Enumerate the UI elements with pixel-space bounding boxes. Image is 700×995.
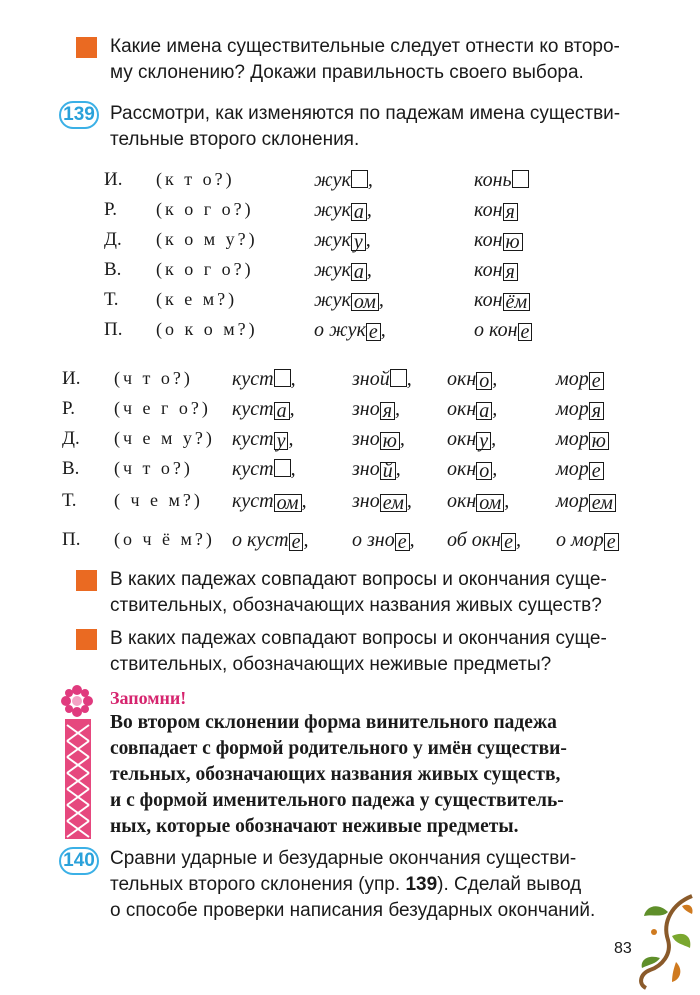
ending-box: й xyxy=(380,462,396,480)
comma: , xyxy=(301,490,307,512)
exercise-140-line-2 xyxy=(110,872,595,898)
ending-box: е xyxy=(501,533,516,551)
ending-box xyxy=(512,170,529,188)
rule-line: Во втором склонении форма винительного падежа xyxy=(110,712,557,733)
case-label: Р. xyxy=(62,398,75,419)
comma: , xyxy=(491,428,497,450)
word-stem: жук xyxy=(314,229,351,251)
ending-box: у xyxy=(274,432,289,450)
ending-box: о xyxy=(476,372,492,390)
word-stem: мор xyxy=(556,398,589,420)
comma: , xyxy=(367,169,373,191)
ending-box: ом xyxy=(476,494,504,512)
ending-box: е xyxy=(395,533,410,551)
case-question: (ч е г о?) xyxy=(114,398,211,418)
case-label: В. xyxy=(104,259,122,280)
ending-box: я xyxy=(503,263,518,281)
word-stem: мор xyxy=(556,368,589,390)
word-inanimate-2 xyxy=(352,458,401,481)
task-marker-icon xyxy=(76,37,97,58)
ending-box: е xyxy=(589,462,604,480)
rule-line: тельных, обозначающих названия живых существ, xyxy=(110,764,561,785)
ending-box xyxy=(274,459,291,477)
word-stem: окн xyxy=(447,490,477,512)
ending-box xyxy=(274,369,291,387)
word-inanimate-3 xyxy=(447,529,521,552)
word-stem: жук xyxy=(314,199,351,221)
case-label: Т. xyxy=(104,289,119,310)
exercise-140-line-1: Сравни ударные и безударные окончания существи- xyxy=(110,848,577,869)
word-stem: конь xyxy=(474,169,512,191)
case-label: И. xyxy=(104,169,123,190)
comma: , xyxy=(395,398,401,420)
word-animate-1 xyxy=(314,289,384,312)
word-stem: куст xyxy=(232,398,274,420)
comma: , xyxy=(290,458,296,480)
question-2-line-2: ствительных, обозначающих названия живых существ? xyxy=(110,595,602,616)
ending-box: у xyxy=(476,432,491,450)
word-animate-1 xyxy=(314,169,373,192)
word-inanimate-4 xyxy=(556,529,619,552)
comma: , xyxy=(290,368,296,390)
exercise-139-line-2: тельные второго склонения. xyxy=(110,129,360,150)
word-stem: окн xyxy=(447,368,477,390)
case-question: (ч е м у?) xyxy=(114,428,215,448)
word-inanimate-4 xyxy=(556,428,609,451)
ending-box: ю xyxy=(589,432,609,450)
comma: , xyxy=(366,199,372,221)
ending-box: а xyxy=(274,402,290,420)
rule-line: и с формой именительного падежа у существитель- xyxy=(110,790,564,811)
case-question: (к о г о?) xyxy=(156,259,254,279)
word-stem: кон xyxy=(474,259,503,281)
word-stem: куст xyxy=(232,428,274,450)
word-inanimate-2 xyxy=(352,368,412,391)
ending-box: ем xyxy=(589,494,616,512)
word-inanimate-1 xyxy=(232,529,308,552)
ending-box: я xyxy=(380,402,395,420)
case-label: И. xyxy=(62,368,81,389)
word-inanimate-1 xyxy=(232,490,307,513)
exercise-139-line-1: Рассмотри, как изменяются по падежам имена существи- xyxy=(110,103,621,124)
comma: , xyxy=(406,368,412,390)
word-animate-2 xyxy=(474,319,532,342)
comma: , xyxy=(409,529,415,551)
word-animate-2 xyxy=(474,259,518,282)
ending-box: у xyxy=(351,233,366,251)
question-2 xyxy=(110,567,607,619)
case-question: (о ч ё м?) xyxy=(114,529,215,549)
word-stem: зно xyxy=(352,398,380,420)
question-3 xyxy=(110,626,607,678)
exercise-140-line-3: о способе проверки написания безударных окончаний. xyxy=(110,900,596,921)
word-animate-2 xyxy=(474,199,518,222)
exercise-number-badge: 139 xyxy=(59,101,99,129)
rule-line: совпадает с формой родительного у имён существи- xyxy=(110,738,567,759)
comma: , xyxy=(378,289,384,311)
word-inanimate-3 xyxy=(447,458,497,481)
word-stem: о куст xyxy=(232,529,289,551)
comma: , xyxy=(303,529,309,551)
word-inanimate-4 xyxy=(556,458,604,481)
case-label: Т. xyxy=(62,490,77,511)
comma: , xyxy=(399,428,405,450)
rule-text xyxy=(110,710,567,840)
ornament-icon xyxy=(58,683,104,843)
question-1 xyxy=(110,34,620,86)
word-stem: кон xyxy=(474,229,503,251)
ending-box: ом xyxy=(274,494,302,512)
comma: , xyxy=(406,490,412,512)
ending-box: е xyxy=(289,533,304,551)
word-inanimate-1 xyxy=(232,398,295,421)
case-question: (о к о м?) xyxy=(156,319,258,339)
word-animate-1 xyxy=(314,319,386,342)
case-question: (к т о?) xyxy=(156,169,235,189)
word-animate-1 xyxy=(314,199,372,222)
ending-box: я xyxy=(503,203,518,221)
question-3-line-2: ствительных, обозначающих неживые предметы? xyxy=(110,654,552,675)
word-stem: кон xyxy=(474,289,503,311)
word-stem: мор xyxy=(556,428,589,450)
word-stem: куст xyxy=(232,458,274,480)
word-inanimate-1 xyxy=(232,428,293,451)
word-animate-2 xyxy=(474,289,530,312)
word-stem: зно xyxy=(352,490,380,512)
case-label: Д. xyxy=(104,229,122,250)
word-inanimate-1 xyxy=(232,368,296,391)
ending-box: о xyxy=(476,462,492,480)
comma: , xyxy=(492,398,498,420)
word-stem: о кон xyxy=(474,319,518,341)
comma: , xyxy=(492,458,498,480)
word-animate-2 xyxy=(474,169,529,192)
case-label: П. xyxy=(62,529,81,550)
exercise-reference: 139 xyxy=(405,874,438,895)
word-stem: об окн xyxy=(447,529,502,551)
word-stem: мор xyxy=(556,490,589,512)
word-stem: окн xyxy=(447,458,477,480)
word-animate-1 xyxy=(314,259,372,282)
ending-box: ю xyxy=(503,233,523,251)
word-stem: кон xyxy=(474,199,503,221)
comma: , xyxy=(366,259,372,281)
exercise-140-line-2-a: тельных второго склонения (упр. xyxy=(110,874,406,895)
exercise-140-line-2-b: ). Сделай вывод xyxy=(437,874,582,895)
ending-box: ем xyxy=(380,494,407,512)
ending-box: ом xyxy=(351,293,379,311)
comma: , xyxy=(288,428,294,450)
word-inanimate-2 xyxy=(352,428,405,451)
ending-box: а xyxy=(476,402,492,420)
word-stem: зно xyxy=(352,428,380,450)
word-stem: жук xyxy=(314,289,351,311)
case-label: Р. xyxy=(104,199,117,220)
word-stem: о зно xyxy=(352,529,395,551)
exercise-140-text xyxy=(110,846,595,924)
word-stem: куст xyxy=(232,368,274,390)
word-stem: окн xyxy=(447,398,477,420)
word-stem: жук xyxy=(314,259,351,281)
ending-box: я xyxy=(589,402,604,420)
case-label: В. xyxy=(62,458,80,479)
word-stem: мор xyxy=(556,458,589,480)
exercise-number-badge: 140 xyxy=(59,847,99,875)
word-stem: зной xyxy=(352,368,390,390)
corner-ornament-icon xyxy=(632,892,698,992)
case-question: (к о м у?) xyxy=(156,229,258,249)
word-inanimate-4 xyxy=(556,398,604,421)
rule-line: ных, которые обозначают неживые предметы. xyxy=(110,816,519,837)
case-question: (к е м?) xyxy=(156,289,238,309)
word-inanimate-3 xyxy=(447,490,509,513)
question-2-line-1: В каких падежах совпадают вопросы и окончания суще- xyxy=(110,569,607,590)
ending-box: а xyxy=(351,263,367,281)
comma: , xyxy=(395,458,401,480)
ending-box: е xyxy=(366,323,381,341)
word-stem: о мор xyxy=(556,529,604,551)
word-inanimate-2 xyxy=(352,398,400,421)
ending-box: ём xyxy=(503,293,531,311)
word-stem: зно xyxy=(352,458,380,480)
case-question: (ч т о?) xyxy=(114,458,193,478)
case-question: (ч т о?) xyxy=(114,368,193,388)
word-inanimate-3 xyxy=(447,398,497,421)
word-inanimate-1 xyxy=(232,458,296,481)
rule-title: Запомни! xyxy=(110,688,187,708)
ending-box: е xyxy=(604,533,619,551)
word-stem: куст xyxy=(232,490,274,512)
ending-box: а xyxy=(351,203,367,221)
ending-box xyxy=(390,369,407,387)
word-inanimate-4 xyxy=(556,490,616,513)
case-question: ( ч е м?) xyxy=(114,490,203,510)
word-stem: о жук xyxy=(314,319,366,341)
word-animate-1 xyxy=(314,229,371,252)
comma: , xyxy=(289,398,295,420)
task-marker-icon xyxy=(76,570,97,591)
page-number: 83 xyxy=(614,940,632,957)
question-3-line-1: В каких падежах совпадают вопросы и окончания суще- xyxy=(110,628,607,649)
task-marker-icon xyxy=(76,629,97,650)
word-inanimate-4 xyxy=(556,368,604,391)
word-stem: окн xyxy=(447,428,477,450)
comma: , xyxy=(515,529,521,551)
ending-box: ю xyxy=(380,432,400,450)
word-inanimate-2 xyxy=(352,490,412,513)
comma: , xyxy=(492,368,498,390)
question-1-line-1: Какие имена существительные следует отнести ко второ- xyxy=(110,36,620,57)
question-1-line-2: му склонению? Докажи правильность своего выбора. xyxy=(110,62,584,83)
exercise-139-text xyxy=(110,101,620,153)
ending-box xyxy=(351,170,368,188)
word-animate-2 xyxy=(474,229,523,252)
comma: , xyxy=(380,319,386,341)
word-inanimate-3 xyxy=(447,368,497,391)
case-label: Д. xyxy=(62,428,80,449)
comma: , xyxy=(504,490,510,512)
case-question: (к о г о?) xyxy=(156,199,254,219)
comma: , xyxy=(365,229,371,251)
word-inanimate-2 xyxy=(352,529,415,552)
case-label: П. xyxy=(104,319,123,340)
ending-box: е xyxy=(518,323,533,341)
ending-box: е xyxy=(589,372,604,390)
word-inanimate-3 xyxy=(447,428,496,451)
word-stem: жук xyxy=(314,169,351,191)
